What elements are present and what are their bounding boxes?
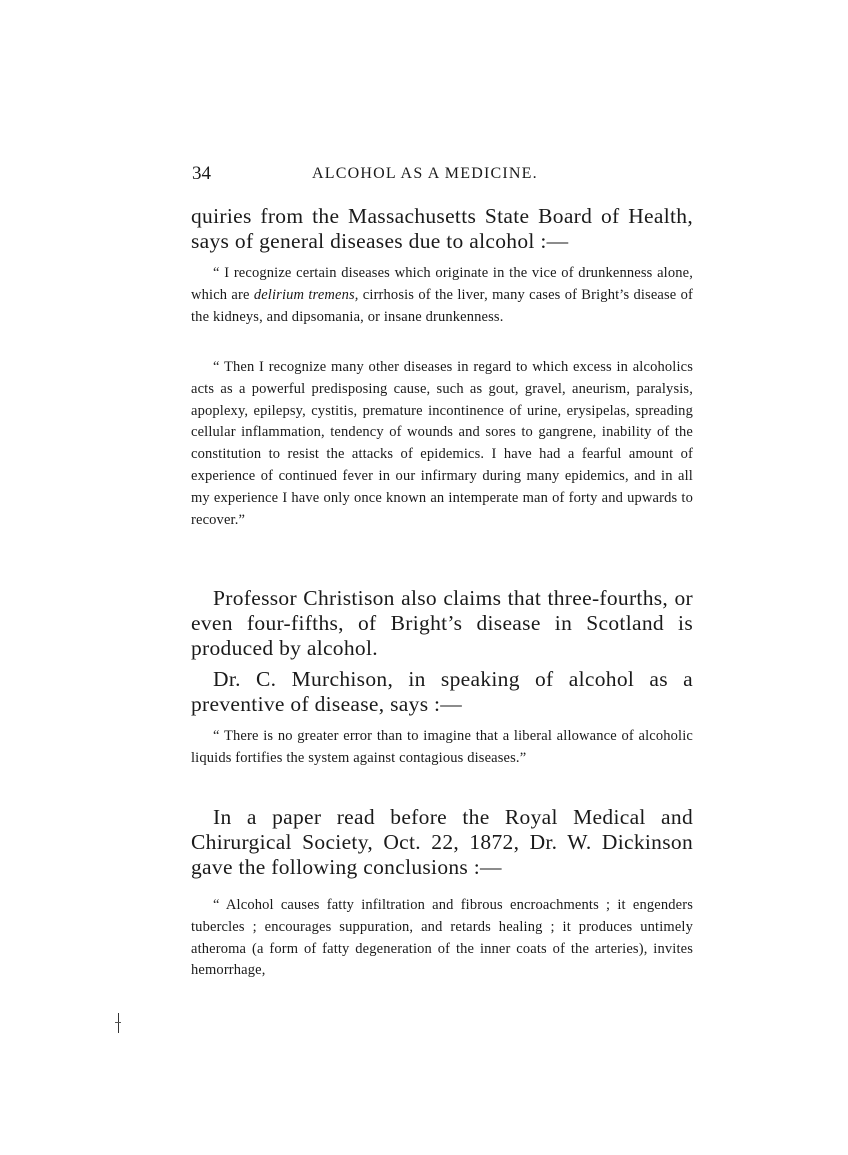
quote-1-text-start: “ I recognize certain diseases which originate in the vice of drunkenness alone, which are: [191, 265, 693, 303]
margin-tick-mark: [118, 1013, 119, 1033]
quote-block-2: “ Then I recognize many other diseases in regard to which excess in alcoholics acts as a powerful predisposing cause, such as gout, gravel, aneurism, paralysis, apoplexy, epilepsy, cystitis, premature incontinence of urine, erysipelas, spreading cellular inflammation, tendency of wounds and sores to gangrene, inability of the constitution to resist the attacks of epidemics. I have had a fearful amount of experience of continued fever in our infirmary during many epidemics, and in all my experience I have only once known an intemperate man of forty and upwards to recover.”: [191, 359, 693, 528]
quote-1-italic-term: delirium tremens,: [253, 286, 359, 303]
paragraph-christison: Professor Christison also claims that three-fourths, or even four-fifths, of Bright’s disease in Scotland is produced by alcohol.: [191, 586, 693, 660]
quote-block-4: “ Alcohol causes fatty infiltration and fibrous encroachments ; it engenders tubercles ; encourages suppuration, and retards healing ; it produces untimely atheroma (a form of fatty degeneration of the inner coats of the arteries), invites hemorrhage,: [191, 897, 693, 979]
page-number: 34: [192, 163, 211, 184]
quote-block-1: [191, 263, 693, 328]
quote-1-text-end: cirrhosis of the liver, many cases of Bright’s disease of the kidneys, and dipsomania, or insane drunkenness.: [191, 286, 694, 325]
paragraph-continuation: quiries from the Massachusetts State Board of Health, says of general diseases due to alcohol :—: [191, 204, 693, 253]
page-header: [192, 163, 692, 189]
running-head: ALCOHOL AS A MEDICINE.: [312, 165, 538, 182]
quote-block-3: “ There is no greater error than to imagine that a liberal allowance of alcoholic liquids fortifies the system against contagious diseases.”: [191, 728, 693, 766]
paragraph-murchison: Dr. C. Murchison, in speaking of alcohol as a preventive of disease, says :—: [191, 667, 693, 716]
margin-tick-bar: [115, 1022, 121, 1023]
paragraph-dickinson: In a paper read before the Royal Medical and Chirurgical Society, Oct. 22, 1872, Dr. W. Dickinson gave the following conclusions :—: [191, 805, 693, 879]
